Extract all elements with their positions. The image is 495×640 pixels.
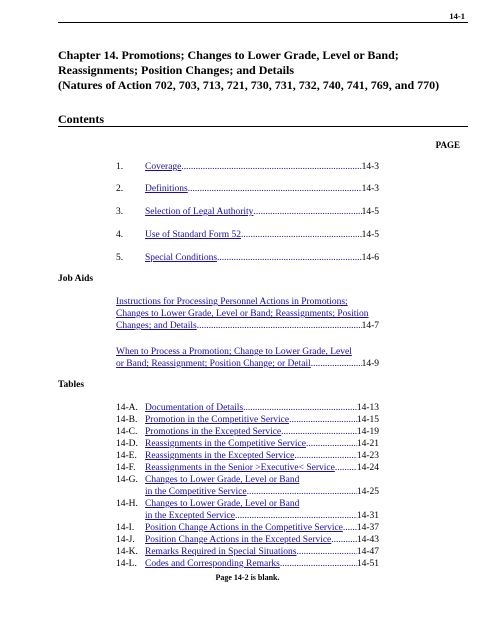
dot-leader (306, 438, 357, 450)
toc-page: 14-5 (361, 230, 379, 240)
dot-leader (181, 161, 361, 173)
job-aid-link-line[interactable]: or Band; Reassignment; Position Change; or Detail (116, 359, 311, 369)
table-entry (116, 462, 379, 474)
toc-item (116, 161, 379, 173)
table-entry-id: 14-A. (116, 403, 138, 413)
table-entry (116, 534, 379, 546)
page-column-label: PAGE (435, 140, 460, 150)
tables-label: Tables (58, 380, 85, 390)
table-entry-id: 14-F. (116, 463, 136, 473)
dot-leader (243, 402, 357, 414)
toc-link-special-conditions[interactable]: Special Conditions (145, 253, 218, 263)
job-aid-link-line[interactable]: When to Process a Promotion; Change to Lower Grade, Level (116, 347, 352, 357)
toc-page: 14-19 (356, 427, 379, 437)
toc-page: 14-51 (356, 559, 379, 569)
table-entry-id: 14-C. (116, 427, 138, 437)
contents-heading: Contents (58, 112, 105, 126)
toc-link-coverage[interactable]: Coverage (145, 162, 182, 172)
chapter-title-line-2: Reassignments; Position Changes; and Details (58, 63, 295, 77)
toc-page: 14-31 (356, 511, 379, 521)
toc-page: 14-25 (356, 487, 379, 497)
toc-item (116, 229, 379, 241)
table-entry (116, 438, 379, 450)
toc-item-number: 5. (116, 253, 124, 263)
dot-leader (311, 358, 362, 370)
dot-leader (247, 486, 357, 498)
table-entry-id: 14-G. (116, 475, 138, 485)
job-aid-item (116, 296, 379, 332)
dot-leader (235, 510, 357, 522)
job-aid-item (116, 346, 379, 370)
toc-link-definitions[interactable]: Definitions (145, 184, 188, 194)
table-entry-continuation (145, 510, 379, 522)
toc-page: 14-43 (356, 535, 379, 545)
dot-leader (296, 546, 356, 558)
toc-link-standard-form-52[interactable]: Use of Standard Form 52 (145, 230, 242, 240)
table-entry (116, 450, 379, 462)
job-aid-link-line[interactable]: Changes to Lower Grade, Level or Band; Reassignments; Position (116, 309, 369, 319)
table-entry-id: 14-L. (116, 559, 137, 569)
dot-leader (197, 320, 362, 332)
toc-page: 14-3 (361, 162, 379, 172)
chapter-title-line-3: (Natures of Action 702, 703, 713, 721, 730, 731, 732, 740, 741, 769, and 770) (58, 78, 440, 92)
toc-item (116, 252, 379, 264)
table-entry-id: 14-J. (116, 535, 135, 545)
toc-page: 14-5 (361, 207, 379, 217)
table-entry-link[interactable]: Promotions in the Excepted Service (145, 427, 282, 437)
toc-item-number: 3. (116, 207, 124, 217)
dot-leader (331, 534, 357, 546)
toc-page: 14-6 (361, 253, 379, 263)
job-aid-link-line[interactable]: Changes; and Details (116, 321, 197, 331)
table-entry (116, 414, 379, 426)
toc-page: 14-7 (361, 321, 379, 331)
table-entry-id: 14-K. (116, 547, 138, 557)
dot-leader (294, 450, 357, 462)
chapter-title-line-1: Chapter 14. Promotions; Changes to Lower Grade, Level or Band; (58, 48, 399, 62)
page-number: 14-1 (449, 11, 465, 21)
table-entry-link[interactable]: Changes to Lower Grade, Level or Band (145, 475, 300, 485)
table-entry-link[interactable]: Documentation of Details (145, 403, 244, 413)
dot-leader (217, 252, 362, 264)
toc-item (116, 206, 379, 218)
table-entry (116, 522, 379, 534)
dot-leader (335, 462, 357, 474)
table-entry-link[interactable]: Position Change Actions in the Excepted Service (145, 535, 332, 545)
job-aids-label: Job Aids (58, 274, 94, 284)
table-entry-continuation (145, 486, 379, 498)
table-entry-link[interactable]: in the Competitive Service (145, 487, 247, 497)
dot-leader (281, 426, 357, 438)
toc-item-number: 1. (116, 162, 124, 172)
footer-note: Page 14-2 is blank. (215, 573, 280, 582)
dot-leader (188, 183, 362, 195)
toc-page: 14-15 (356, 415, 379, 425)
toc-page: 14-24 (356, 463, 379, 473)
table-entry-id: 14-H. (116, 499, 138, 509)
toc-page: 14-23 (356, 451, 379, 461)
dot-leader (289, 414, 357, 426)
header-rule (58, 22, 468, 23)
toc-page: 14-13 (356, 403, 379, 413)
toc-page: 14-37 (356, 523, 379, 533)
toc-page: 14-3 (361, 184, 379, 194)
dot-leader (253, 206, 361, 218)
toc-page: 14-47 (356, 547, 379, 557)
table-entry (116, 402, 379, 414)
toc-page: 14-9 (361, 359, 379, 369)
table-entry-link[interactable]: Reassignments in the Competitive Service (145, 439, 306, 449)
dot-leader (343, 522, 357, 534)
table-entry-link[interactable]: Promotion in the Competitive Service (145, 415, 290, 425)
table-entry-link[interactable]: Changes to Lower Grade, Level or Band (145, 499, 300, 509)
toc-link-legal-authority[interactable]: Selection of Legal Authority (145, 207, 254, 217)
table-entry-link[interactable]: in the Excepted Service (145, 511, 235, 521)
job-aid-link-line[interactable]: Instructions for Processing Personnel Actions in Promotions; (116, 297, 348, 307)
toc-page: 14-21 (356, 439, 379, 449)
table-entry-link[interactable]: Reassignments in the Excepted Service (145, 451, 295, 461)
table-entry (116, 498, 379, 510)
table-entry (116, 474, 379, 486)
table-entry-link[interactable]: Position Change Actions in the Competitive Service (145, 523, 343, 533)
table-entry-id: 14-E. (116, 451, 137, 461)
table-entry (116, 546, 379, 558)
table-entry (116, 558, 379, 570)
table-entry-link[interactable]: Codes and Corresponding Remarks (145, 559, 280, 569)
table-entry (116, 426, 379, 438)
table-entry-id: 14-I. (116, 523, 135, 533)
toc-item-number: 2. (116, 184, 124, 194)
chapter-title (58, 48, 468, 93)
table-entry-link[interactable]: Reassignments in the Senior >Executive< Service (145, 463, 335, 473)
table-entry-link[interactable]: Remarks Required in Special Situations (145, 547, 297, 557)
dot-leader (280, 558, 357, 570)
table-entry-id: 14-B. (116, 415, 138, 425)
toc-item (116, 183, 379, 195)
contents-rule (58, 126, 468, 127)
toc-item-number: 4. (116, 230, 124, 240)
table-entry-id: 14-D. (116, 439, 138, 449)
dot-leader (241, 229, 362, 241)
